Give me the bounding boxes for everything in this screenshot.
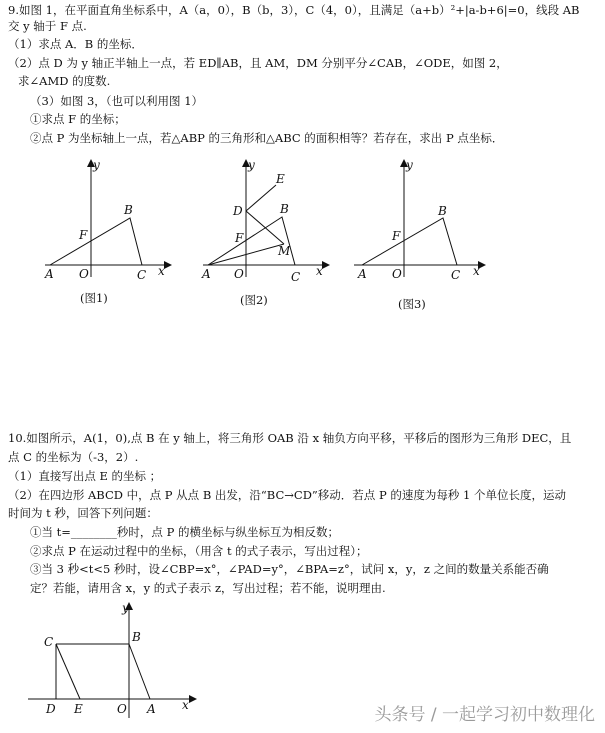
- p9-line-5: 求∠AMD 的度数.: [18, 74, 111, 88]
- label-c: C: [451, 268, 461, 282]
- figure-10: [28, 598, 208, 727]
- label-b: B: [132, 630, 141, 644]
- label-x: x: [316, 264, 323, 278]
- p10-line-7: ②求点 P 在运动过程中的坐标，（用含 t 的式子表示，写出过程）；: [30, 544, 368, 558]
- label-a: A: [147, 702, 156, 716]
- p9-line-8: ②点 P 为坐标轴上一点，若△ABP 的三角形和△ABC 的面积相等？若存在，求出 P 点坐标．: [30, 131, 504, 145]
- label-y: y: [248, 158, 255, 172]
- triangle-abc: [50, 218, 142, 265]
- p10-line-1: 10.如图所示，A(1，0),点 B 在 y 轴上，将三角形 OAB 沿 x 轴负方向平移，平移后的图形为三角形 DEC，且: [8, 431, 572, 445]
- label-o: O: [392, 267, 402, 281]
- p9-line-2: 交 y 轴于 F 点.: [8, 19, 87, 33]
- label-m: M: [278, 244, 291, 258]
- caption-fig3: (图3): [398, 297, 426, 311]
- p9-line-1: 9.如图 1，在平面直角坐标系中，A（a，0），B（b，3），C（4，0），且满足（a+b）²+|a-b+6|=0，线段 AB: [8, 3, 580, 17]
- label-a: A: [45, 267, 54, 281]
- p10-line-8: ③当 3 秒<t<5 秒时，设∠CBP=x°，∠PAD=y°，∠BPA=z°，试问 x，y，z 之间的数量关系能否确: [30, 562, 549, 576]
- label-f: F: [392, 229, 401, 243]
- segment-ce: [56, 644, 80, 699]
- label-y: y: [122, 601, 129, 615]
- label-o: O: [79, 267, 89, 281]
- label-x: x: [473, 264, 480, 278]
- watermark: 头条号 / 一起学习初中数理化: [374, 705, 595, 725]
- label-f: F: [235, 231, 244, 245]
- figure-3: [352, 155, 492, 289]
- figure-1: [40, 155, 180, 289]
- label-d: D: [233, 204, 243, 218]
- label-a: A: [202, 267, 211, 281]
- segment-ba: [129, 644, 150, 699]
- triangle-abc: [362, 218, 457, 265]
- p9-line-3: （1）求点 A．B 的坐标．: [8, 37, 143, 51]
- p9-line-6: （3）如图 3，（也可以利用图 1）: [30, 94, 204, 108]
- label-y: y: [93, 158, 100, 172]
- p10-line-6: ①当 t=________秒时，点 P 的横坐标与纵坐标互为相反数；: [30, 525, 339, 539]
- label-d: D: [46, 702, 56, 716]
- p10-line-4: （2）在四边形 ABCD 中，点 P 从点 B 出发，沿“BC→CD”移动．若点 P 的速度为每秒 1 个单位长度，运动: [8, 488, 566, 502]
- p9-line-4: （2）点 D 为 y 轴正半轴上一点，若 ED∥AB，且 AM，DM 分别平分∠CAB，∠ODE，如图 2，: [8, 56, 508, 70]
- label-o: O: [117, 702, 127, 716]
- label-x: x: [158, 264, 165, 278]
- label-f: F: [79, 228, 88, 242]
- label-b: B: [124, 203, 133, 217]
- caption-fig1: (图1): [80, 291, 108, 305]
- p9-line-7: ①求点 F 的坐标；: [30, 112, 126, 126]
- label-y: y: [406, 158, 413, 172]
- caption-fig2: (图2): [240, 293, 268, 307]
- label-a: A: [358, 267, 367, 281]
- label-e: E: [74, 702, 83, 716]
- label-b: B: [280, 202, 289, 216]
- label-o: O: [234, 267, 244, 281]
- p10-line-9: 定？若能，请用含 x，y 的式子表示 z，写出过程；若不能，说明理由.: [30, 581, 386, 595]
- label-c: C: [291, 270, 301, 284]
- label-c: C: [44, 635, 54, 649]
- label-b: B: [438, 204, 447, 218]
- p10-line-3: （1）直接写出点 E 的坐标 ；: [8, 469, 162, 483]
- label-x: x: [182, 698, 189, 712]
- figure-2: [198, 155, 338, 289]
- p10-line-2: 点 C 的坐标为（-3，2）.: [8, 450, 139, 464]
- segment-de: [246, 185, 276, 211]
- segment-dm: [246, 211, 284, 244]
- p10-line-5: 时间为 t 秒，回答下列问题：: [8, 506, 158, 520]
- label-e: E: [276, 172, 285, 186]
- label-c: C: [137, 268, 147, 282]
